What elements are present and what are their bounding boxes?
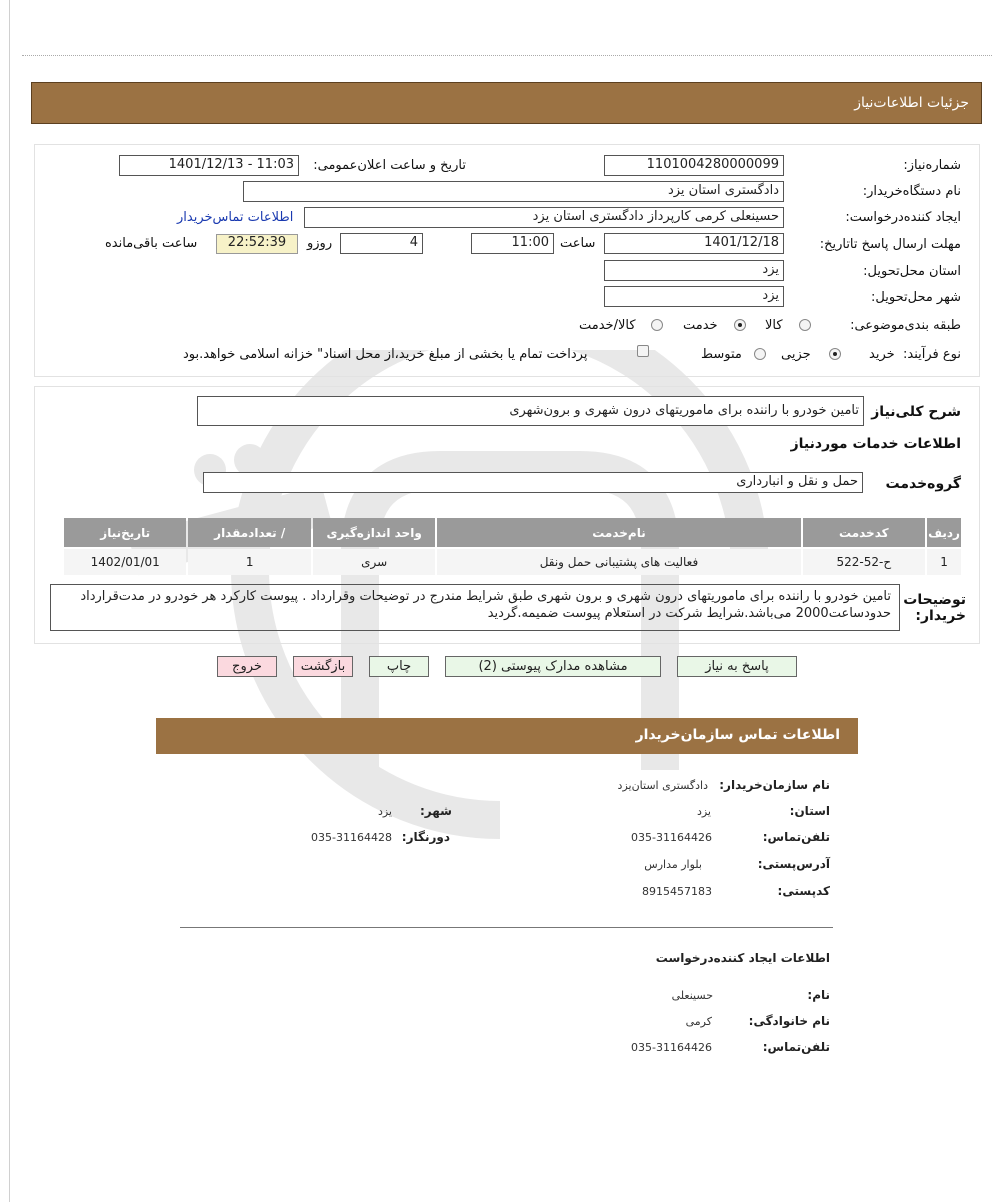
contact-phone-value: 035-31164426 [631, 831, 712, 844]
contact-city-value: یزد [377, 805, 392, 818]
cell-name: فعالیت های پشتیبانی حمل ونقل [437, 549, 800, 575]
process-medium-text: متوسط [701, 347, 742, 362]
org-value: دادگستری استان‌یزد [617, 779, 708, 792]
buyer-notes-label: توضیحات خریدار: [903, 592, 966, 624]
deadline-time-label: ساعت [560, 236, 596, 251]
col-name-header: نام‌خدمت [437, 518, 800, 547]
col-code-header: کدخدمت [803, 518, 925, 547]
table-header-row [64, 518, 961, 547]
remaining-label: ساعت باقی‌مانده [105, 236, 198, 251]
creator-name-label: نام: [807, 988, 830, 1002]
category-goods-radio[interactable] [799, 319, 811, 331]
service-group-label: گروه‌خدمت [885, 476, 961, 492]
treasury-payment-text: پرداخت تمام یا بخشی از مبلغ خرید،از محل اسناد" خزانه اسلامی خواهد.بود [183, 347, 588, 362]
category-service-radio[interactable] [734, 319, 746, 331]
province-field[interactable]: یزد [604, 260, 784, 281]
category-service-text: خدمت [683, 318, 718, 333]
col-date-header: تاریخ‌نیاز [64, 518, 186, 547]
category-both-radio[interactable] [651, 319, 663, 331]
buyer-contact-title: اطلاعات تماس سازمان‌خریدار [635, 727, 840, 743]
contact-address-value: بلوار مدارس [644, 858, 702, 871]
days-label: روزو [307, 236, 333, 251]
buyer-name-label: نام دستگاه‌خریدار: [862, 184, 961, 199]
category-both-text: کالا/خدمت [579, 318, 636, 333]
general-description-field[interactable]: تامین خودرو با راننده برای ماموریتهای درون شهری و برون‌شهری [197, 396, 864, 426]
services-info-title: اطلاعات خدمات موردنیاز [790, 436, 961, 452]
buyer-contact-header [156, 718, 858, 754]
creator-family-label: نام خانوادگی: [748, 1014, 830, 1028]
left-border-line [9, 0, 10, 1202]
general-description-label: شرح کلی‌نیاز [871, 404, 961, 420]
city-label: شهر محل‌تحویل: [871, 290, 961, 305]
process-medium-radio[interactable] [754, 348, 766, 360]
province-label: استان محل‌تحویل: [863, 264, 961, 279]
deadline-time-field[interactable]: 11:00 [471, 233, 554, 254]
cell-code: ح-52-522 [803, 549, 925, 575]
cell-row: 1 [927, 549, 961, 575]
category-label: طبقه بندی‌موضوعی: [850, 318, 961, 333]
service-group-field[interactable]: حمل و نقل و انبارداری [203, 472, 863, 493]
contact-divider [180, 927, 833, 928]
process-partial-radio[interactable] [829, 348, 841, 360]
contact-fax-value: 035-31164428 [311, 831, 392, 844]
contact-postal-value: 8915457183 [642, 885, 712, 898]
header-title: جزئیات اطلاعات‌نیاز [854, 95, 969, 111]
process-label: نوع فرآیند: [903, 347, 961, 362]
col-unit-header: واحد اندازه‌گیری [313, 518, 435, 547]
table-row[interactable] [64, 549, 961, 575]
top-dotted-divider [22, 55, 992, 56]
cell-unit: سری [313, 549, 435, 575]
col-row-header: ردیف [927, 518, 961, 547]
back-button[interactable]: بازگشت [293, 656, 353, 677]
details-header-bar [31, 82, 982, 124]
deadline-date-field[interactable]: 1401/12/18 [604, 233, 784, 254]
buyer-contact-link[interactable]: اطلاعات تماس‌خریدار [177, 210, 294, 225]
creator-name-value: حسینعلی [671, 989, 713, 1002]
buyer-name-field[interactable]: دادگستری استان یزد [243, 181, 784, 202]
need-number-field[interactable]: 1101004280000099 [604, 155, 784, 176]
need-info-panel [34, 144, 980, 377]
creator-family-value: کرمی [685, 1015, 712, 1028]
remaining-timer: 22:52:39 [216, 234, 298, 254]
treasury-payment-checkbox[interactable] [637, 345, 649, 357]
contact-fax-label: دورنگار: [401, 830, 450, 844]
buyer-notes-field[interactable]: تامین خودرو با راننده برای ماموریتهای درون شهری و برون شهری طبق شرایط مندرج در توضیحات وقرارداد . پیوست کارکرد هر خودرو در مدت‌قرارداد حدودساعت2000 می‌باشد.شرایط شرکت در استعلام پیوست ضمیمه.گردید [50, 584, 900, 631]
cell-qty: 1 [188, 549, 310, 575]
contact-province-value: یزد [696, 805, 711, 818]
category-goods-text: کالا [765, 318, 783, 333]
col-qty-header: / تعدادمقدار [188, 518, 310, 547]
announce-date-field[interactable]: 1401/12/13 - 11:03 [119, 155, 299, 176]
city-field[interactable]: یزد [604, 286, 784, 307]
creator-phone-label: تلفن‌تماس: [762, 1040, 830, 1054]
contact-city-label: شهر: [420, 804, 452, 818]
contact-province-label: استان: [789, 804, 830, 818]
cell-date: 1402/01/01 [64, 549, 186, 575]
contact-address-label: آدرس‌پستی: [757, 857, 830, 871]
creator-label: ایجاد کننده‌درخواست: [845, 210, 961, 225]
announce-date-label: تاریخ و ساعت اعلان‌عمومی: [313, 158, 466, 173]
deadline-label: مهلت ارسال پاسخ تا‌تاریخ: [819, 237, 961, 252]
creator-info-title: اطلاعات ایجاد کننده‌درخواست [655, 951, 830, 965]
days-field[interactable]: 4 [340, 233, 423, 254]
exit-button[interactable]: خروج [217, 656, 277, 677]
attachments-button[interactable]: مشاهده مدارک پیوستی (2) [445, 656, 661, 677]
process-partial-text: جزیی [781, 347, 811, 362]
org-label: نام سازمان‌خریدار: [719, 778, 830, 792]
contact-postal-label: کد‌پستی: [777, 884, 830, 898]
process-type-text: خرید [869, 347, 895, 362]
creator-field[interactable]: حسینعلی کرمی کارپرداز دادگستری استان یزد [304, 207, 784, 228]
respond-button[interactable]: پاسخ به نیاز [677, 656, 797, 677]
creator-phone-value: 035-31164426 [631, 1041, 712, 1054]
contact-phone-label: تلفن‌تماس: [762, 830, 830, 844]
need-number-label: شماره‌نیاز: [903, 158, 961, 173]
print-button[interactable]: چاپ [369, 656, 429, 677]
services-table [62, 516, 963, 577]
